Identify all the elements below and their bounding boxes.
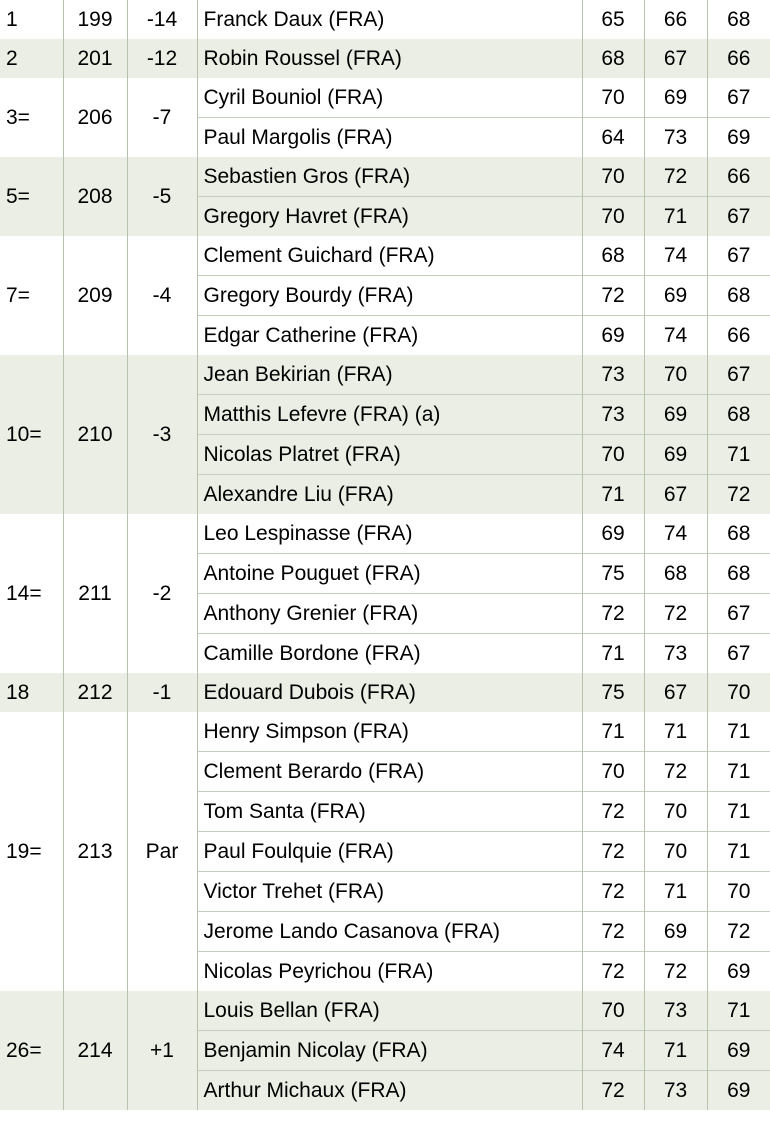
player-name-cell: Jean Bekirian (FRA)	[197, 355, 582, 395]
total-score-cell: 209	[63, 236, 127, 355]
round-1-score-cell: 75	[582, 554, 644, 594]
round-1-score-cell: 74	[582, 1031, 644, 1071]
to-par-cell: -2	[127, 514, 197, 673]
round-2-score-cell: 69	[644, 435, 707, 475]
round-3-score-cell: 67	[707, 78, 770, 118]
round-3-score-cell: 66	[707, 316, 770, 356]
round-2-score-cell: 66	[644, 0, 707, 39]
round-1-score-cell: 72	[582, 792, 644, 832]
to-par-cell: -1	[127, 673, 197, 712]
round-3-score-cell: 71	[707, 991, 770, 1031]
round-2-score-cell: 71	[644, 197, 707, 237]
round-1-score-cell: 69	[582, 514, 644, 554]
player-name-cell: Paul Foulquie (FRA)	[197, 832, 582, 872]
round-3-score-cell: 71	[707, 832, 770, 872]
round-2-score-cell: 73	[644, 634, 707, 674]
player-name-cell: Franck Daux (FRA)	[197, 0, 582, 39]
player-name-cell: Cyril Bouniol (FRA)	[197, 78, 582, 118]
round-1-score-cell: 72	[582, 952, 644, 992]
player-name-cell: Nicolas Platret (FRA)	[197, 435, 582, 475]
round-1-score-cell: 70	[582, 78, 644, 118]
round-1-score-cell: 72	[582, 594, 644, 634]
position-cell: 14=	[0, 514, 63, 673]
round-1-score-cell: 71	[582, 712, 644, 752]
round-2-score-cell: 69	[644, 78, 707, 118]
position-cell: 7=	[0, 236, 63, 355]
round-2-score-cell: 72	[644, 752, 707, 792]
table-row	[0, 157, 770, 197]
round-3-score-cell: 67	[707, 355, 770, 395]
round-3-score-cell: 69	[707, 1071, 770, 1111]
round-2-score-cell: 72	[644, 157, 707, 197]
round-3-score-cell: 70	[707, 673, 770, 712]
round-3-score-cell: 67	[707, 594, 770, 634]
round-1-score-cell: 69	[582, 316, 644, 356]
player-name-cell: Gregory Havret (FRA)	[197, 197, 582, 237]
table-row	[0, 991, 770, 1031]
round-2-score-cell: 67	[644, 475, 707, 515]
table-row	[0, 355, 770, 395]
to-par-cell: -3	[127, 355, 197, 514]
player-name-cell: Nicolas Peyrichou (FRA)	[197, 952, 582, 992]
table-row	[0, 0, 770, 39]
player-name-cell: Tom Santa (FRA)	[197, 792, 582, 832]
round-3-score-cell: 67	[707, 197, 770, 237]
round-3-score-cell: 71	[707, 435, 770, 475]
round-3-score-cell: 67	[707, 634, 770, 674]
player-name-cell: Sebastien Gros (FRA)	[197, 157, 582, 197]
round-2-score-cell: 72	[644, 952, 707, 992]
round-3-score-cell: 67	[707, 236, 770, 276]
round-3-score-cell: 72	[707, 912, 770, 952]
total-score-cell: 214	[63, 991, 127, 1110]
round-1-score-cell: 73	[582, 395, 644, 435]
to-par-cell: -7	[127, 78, 197, 157]
round-3-score-cell: 68	[707, 395, 770, 435]
round-2-score-cell: 72	[644, 594, 707, 634]
round-3-score-cell: 69	[707, 952, 770, 992]
position-group	[0, 673, 770, 712]
round-1-score-cell: 68	[582, 236, 644, 276]
position-group	[0, 78, 770, 157]
round-1-score-cell: 70	[582, 752, 644, 792]
player-name-cell: Louis Bellan (FRA)	[197, 991, 582, 1031]
total-score-cell: 199	[63, 0, 127, 39]
round-1-score-cell: 70	[582, 991, 644, 1031]
table-row	[0, 236, 770, 276]
round-2-score-cell: 67	[644, 39, 707, 78]
round-3-score-cell: 68	[707, 0, 770, 39]
round-2-score-cell: 71	[644, 1031, 707, 1071]
to-par-cell: Par	[127, 712, 197, 991]
position-group	[0, 991, 770, 1110]
round-3-score-cell: 71	[707, 712, 770, 752]
player-name-cell: Victor Trehet (FRA)	[197, 872, 582, 912]
round-2-score-cell: 73	[644, 118, 707, 158]
round-3-score-cell: 72	[707, 475, 770, 515]
position-cell: 18	[0, 673, 63, 712]
round-1-score-cell: 72	[582, 1071, 644, 1111]
total-score-cell: 211	[63, 514, 127, 673]
position-group	[0, 39, 770, 78]
table-row	[0, 39, 770, 78]
to-par-cell: -14	[127, 0, 197, 39]
round-3-score-cell: 66	[707, 157, 770, 197]
round-1-score-cell: 73	[582, 355, 644, 395]
total-score-cell: 210	[63, 355, 127, 514]
round-2-score-cell: 68	[644, 554, 707, 594]
round-1-score-cell: 72	[582, 832, 644, 872]
round-2-score-cell: 67	[644, 673, 707, 712]
round-1-score-cell: 71	[582, 475, 644, 515]
round-2-score-cell: 69	[644, 912, 707, 952]
player-name-cell: Edgar Catherine (FRA)	[197, 316, 582, 356]
round-3-score-cell: 68	[707, 514, 770, 554]
to-par-cell: -4	[127, 236, 197, 355]
player-name-cell: Clement Berardo (FRA)	[197, 752, 582, 792]
player-name-cell: Gregory Bourdy (FRA)	[197, 276, 582, 316]
round-1-score-cell: 75	[582, 673, 644, 712]
round-1-score-cell: 65	[582, 0, 644, 39]
total-score-cell: 206	[63, 78, 127, 157]
round-3-score-cell: 68	[707, 554, 770, 594]
player-name-cell: Arthur Michaux (FRA)	[197, 1071, 582, 1111]
round-2-score-cell: 73	[644, 991, 707, 1031]
round-1-score-cell: 72	[582, 872, 644, 912]
position-cell: 19=	[0, 712, 63, 991]
to-par-cell: -12	[127, 39, 197, 78]
player-name-cell: Alexandre Liu (FRA)	[197, 475, 582, 515]
round-2-score-cell: 70	[644, 832, 707, 872]
position-group	[0, 712, 770, 991]
total-score-cell: 212	[63, 673, 127, 712]
table-row	[0, 514, 770, 554]
round-3-score-cell: 69	[707, 1031, 770, 1071]
round-3-score-cell: 68	[707, 276, 770, 316]
position-cell: 2	[0, 39, 63, 78]
table-row	[0, 78, 770, 118]
round-2-score-cell: 71	[644, 712, 707, 752]
round-1-score-cell: 64	[582, 118, 644, 158]
table-row	[0, 712, 770, 752]
table-row	[0, 673, 770, 712]
to-par-cell: +1	[127, 991, 197, 1110]
player-name-cell: Matthis Lefevre (FRA) (a)	[197, 395, 582, 435]
round-1-score-cell: 70	[582, 197, 644, 237]
round-2-score-cell: 69	[644, 395, 707, 435]
player-name-cell: Anthony Grenier (FRA)	[197, 594, 582, 634]
round-1-score-cell: 72	[582, 276, 644, 316]
player-name-cell: Paul Margolis (FRA)	[197, 118, 582, 158]
player-name-cell: Clement Guichard (FRA)	[197, 236, 582, 276]
position-cell: 26=	[0, 991, 63, 1110]
position-cell: 10=	[0, 355, 63, 514]
position-group	[0, 355, 770, 514]
position-group	[0, 157, 770, 236]
position-cell: 3=	[0, 78, 63, 157]
round-3-score-cell: 69	[707, 118, 770, 158]
round-3-score-cell: 66	[707, 39, 770, 78]
position-cell: 1	[0, 0, 63, 39]
player-name-cell: Benjamin Nicolay (FRA)	[197, 1031, 582, 1071]
player-name-cell: Henry Simpson (FRA)	[197, 712, 582, 752]
round-3-score-cell: 70	[707, 872, 770, 912]
position-group	[0, 0, 770, 39]
round-1-score-cell: 72	[582, 912, 644, 952]
round-3-score-cell: 71	[707, 752, 770, 792]
to-par-cell: -5	[127, 157, 197, 236]
player-name-cell: Leo Lespinasse (FRA)	[197, 514, 582, 554]
round-2-score-cell: 69	[644, 276, 707, 316]
round-2-score-cell: 71	[644, 872, 707, 912]
position-group	[0, 514, 770, 673]
round-1-score-cell: 70	[582, 435, 644, 475]
round-2-score-cell: 70	[644, 792, 707, 832]
player-name-cell: Robin Roussel (FRA)	[197, 39, 582, 78]
round-1-score-cell: 71	[582, 634, 644, 674]
total-score-cell: 208	[63, 157, 127, 236]
player-name-cell: Antoine Pouguet (FRA)	[197, 554, 582, 594]
round-1-score-cell: 70	[582, 157, 644, 197]
player-name-cell: Edouard Dubois (FRA)	[197, 673, 582, 712]
round-2-score-cell: 74	[644, 514, 707, 554]
round-2-score-cell: 74	[644, 236, 707, 276]
player-name-cell: Jerome Lando Casanova (FRA)	[197, 912, 582, 952]
round-2-score-cell: 73	[644, 1071, 707, 1111]
player-name-cell: Camille Bordone (FRA)	[197, 634, 582, 674]
position-group	[0, 236, 770, 355]
round-3-score-cell: 71	[707, 792, 770, 832]
position-cell: 5=	[0, 157, 63, 236]
round-2-score-cell: 74	[644, 316, 707, 356]
total-score-cell: 213	[63, 712, 127, 991]
round-2-score-cell: 70	[644, 355, 707, 395]
total-score-cell: 201	[63, 39, 127, 78]
round-1-score-cell: 68	[582, 39, 644, 78]
